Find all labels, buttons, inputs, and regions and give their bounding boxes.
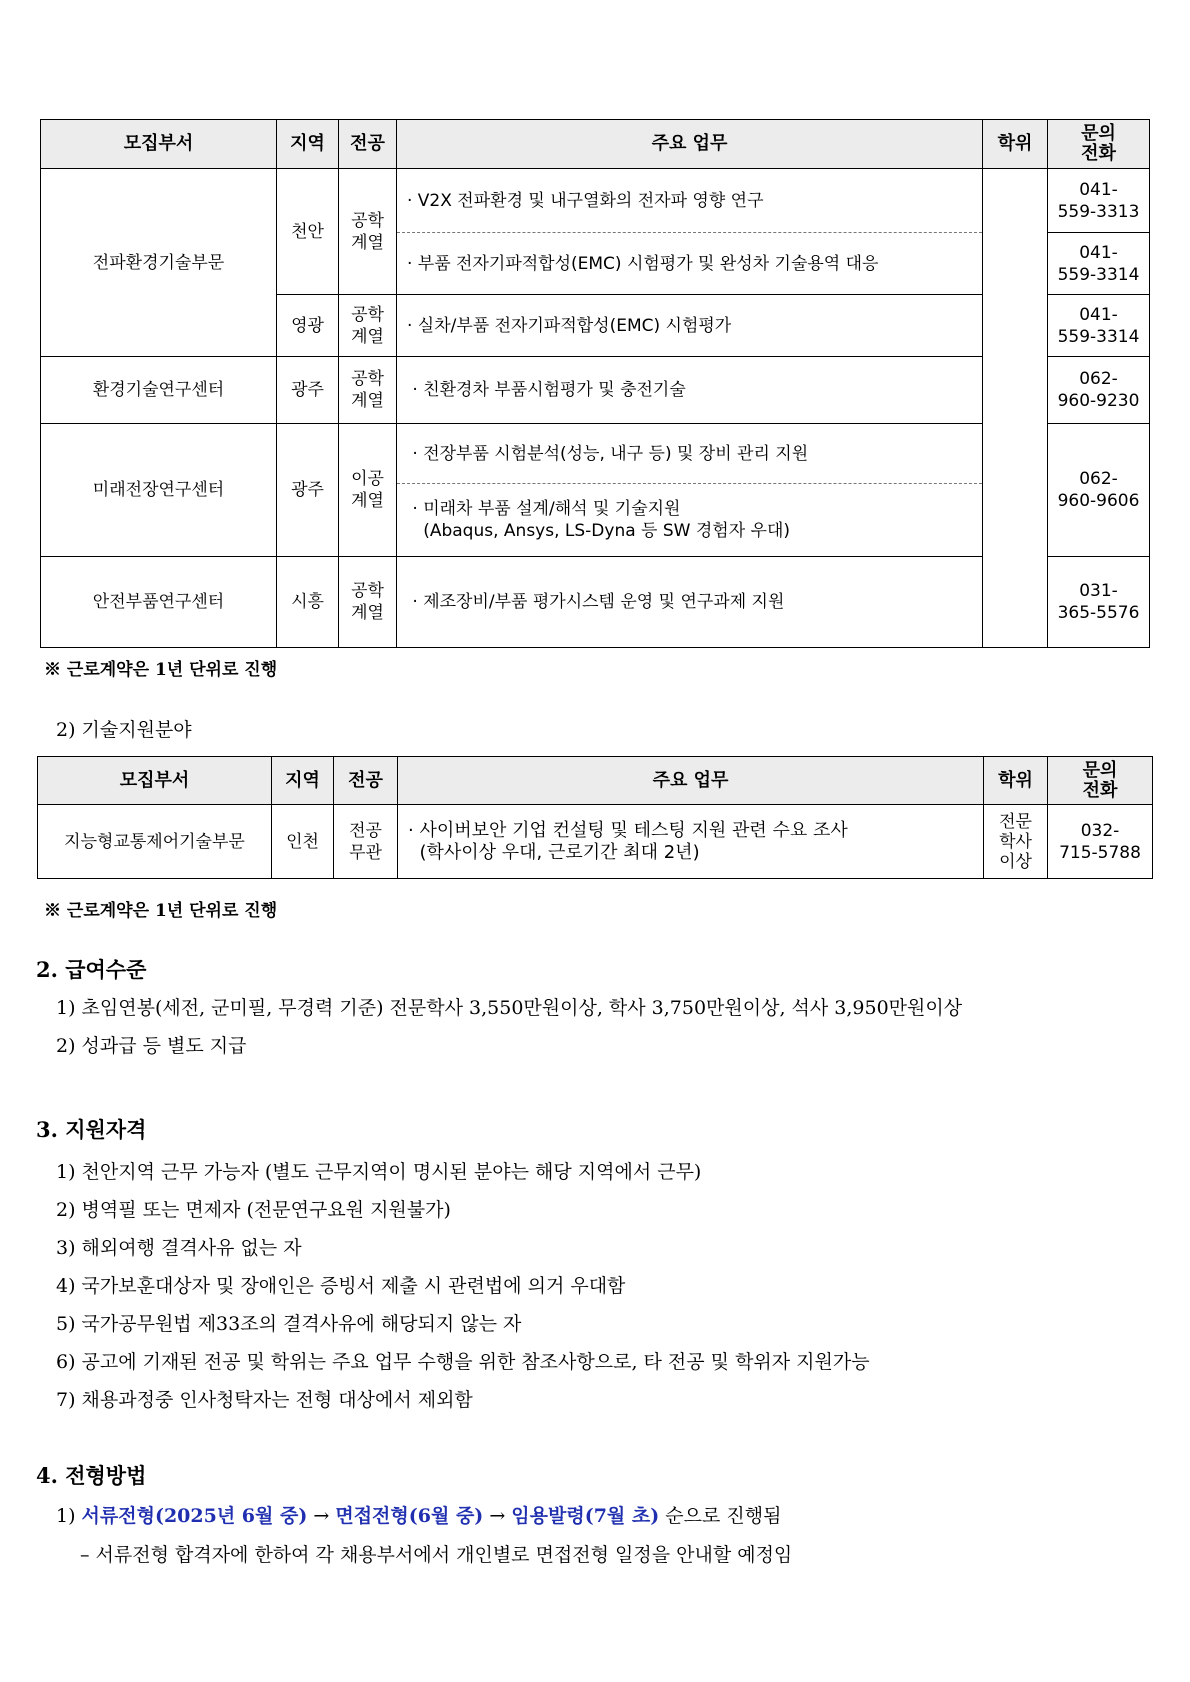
task-cell: · 제조장비/부품 평가시스템 운영 및 연구과제 지원 xyxy=(397,557,983,648)
header-dept: 모집부서 xyxy=(38,757,272,805)
dept-cell: 전파환경기술부문 xyxy=(41,169,277,357)
region-cell: 광주 xyxy=(277,424,339,557)
header-region: 지역 xyxy=(272,757,334,805)
major-cell: 이공 계열 xyxy=(339,424,397,557)
qualification-item: 7) 채용과정중 인사청탁자는 전형 대상에서 제외함 xyxy=(56,1389,473,1411)
subsection-title: 2) 기술지원분야 xyxy=(56,719,192,741)
contract-note-1: ※ 근로계약은 1년 단위로 진행 xyxy=(44,660,278,680)
task-cell: · 친환경차 부품시험평가 및 충전기술 xyxy=(397,357,983,424)
header-region: 지역 xyxy=(277,120,339,169)
selection-tail: 순으로 진행됨 xyxy=(659,1505,782,1527)
region-cell: 천안 xyxy=(277,169,339,295)
phone-cell: 041- 559-3314 xyxy=(1048,233,1150,295)
header-major: 전공 xyxy=(339,120,397,169)
task-cell: · V2X 전파환경 및 내구열화의 전자파 영향 연구 xyxy=(397,169,983,233)
selection-steps xyxy=(56,1501,781,1528)
header-major: 전공 xyxy=(334,757,398,805)
major-cell: 공학 계열 xyxy=(339,169,397,295)
qualification-item: 6) 공고에 기재된 전공 및 학위는 주요 업무 수행을 위한 참조사항으로, 타 전공 및 학위자 지원가능 xyxy=(56,1351,870,1373)
header-degree: 학위 xyxy=(984,757,1048,805)
step-document-screening: 서류전형(2025년 6월 중) xyxy=(81,1505,308,1527)
task-cell: · 부품 전자기파적합성(EMC) 시험평가 및 완성차 기술용역 대응 xyxy=(397,233,983,295)
qualification-heading: 3. 지원자격 xyxy=(36,1117,147,1142)
region-cell: 광주 xyxy=(277,357,339,424)
arrow-icon: → xyxy=(307,1505,336,1527)
dept-cell: 지능형교통제어기술부문 xyxy=(38,805,272,879)
header-task: 주요 업무 xyxy=(398,757,984,805)
recruit-table-1 xyxy=(40,119,1150,648)
dept-cell: 미래전장연구센터 xyxy=(41,424,277,557)
qualification-item: 1) 천안지역 근무 가능자 (별도 근무지역이 명시된 분야는 해당 지역에서 근무) xyxy=(56,1161,702,1183)
task-cell: · 전장부품 시험분석(성능, 내구 등) 및 장비 관리 지원 xyxy=(397,424,983,484)
dept-cell: 안전부품연구센터 xyxy=(41,557,277,648)
qualification-item: 5) 국가공무원법 제33조의 결격사유에 해당되지 않는 자 xyxy=(56,1313,522,1335)
arrow-icon: → xyxy=(483,1505,512,1527)
degree-cell xyxy=(983,169,1048,648)
contract-note-2: ※ 근로계약은 1년 단위로 진행 xyxy=(44,901,278,921)
major-cell: 공학 계열 xyxy=(339,295,397,357)
recruit-table-2 xyxy=(37,756,1153,879)
major-cell: 공학 계열 xyxy=(339,357,397,424)
phone-cell: 032- 715-5788 xyxy=(1048,805,1153,879)
qualification-item: 4) 국가보훈대상자 및 장애인은 증빙서 제출 시 관련법에 의거 우대함 xyxy=(56,1275,626,1297)
task-cell: · 미래차 부품 설계/해석 및 기술지원 (Abaqus, Ansys, LS-Dyna 등 SW 경험자 우대) xyxy=(397,484,983,557)
phone-cell: 041- 559-3314 xyxy=(1048,295,1150,357)
header-task: 주요 업무 xyxy=(397,120,983,169)
phone-cell: 041- 559-3313 xyxy=(1048,169,1150,233)
major-cell: 전공 무관 xyxy=(334,805,398,879)
salary-item: 1) 초임연봉(세전, 군미필, 무경력 기준) 전문학사 3,550만원이상, 학사 3,750만원이상, 석사 3,950만원이상 xyxy=(56,997,963,1019)
header-degree: 학위 xyxy=(983,120,1048,169)
degree-cell: 전문 학사 이상 xyxy=(984,805,1048,879)
phone-cell: 031- 365-5576 xyxy=(1048,557,1150,648)
phone-cell: 062- 960-9606 xyxy=(1048,424,1150,557)
region-cell: 영광 xyxy=(277,295,339,357)
salary-item: 2) 성과급 등 별도 지급 xyxy=(56,1035,247,1057)
region-cell: 인천 xyxy=(272,805,334,879)
step-appointment: 임용발령(7월 초) xyxy=(511,1505,660,1527)
selection-sub-note: – 서류전형 합격자에 한하여 각 채용부서에서 개인별로 면접전형 일정을 안내할 예정임 xyxy=(80,1544,793,1566)
dept-cell: 환경기술연구센터 xyxy=(41,357,277,424)
step-interview: 면접전형(6월 중) xyxy=(335,1505,484,1527)
selection-num: 1) xyxy=(56,1505,82,1527)
phone-cell: 062- 960-9230 xyxy=(1048,357,1150,424)
task-cell: · 사이버보안 기업 컨설팅 및 테스팅 지원 관련 수요 조사 (학사이상 우대, 근로기간 최대 2년) xyxy=(398,805,984,879)
salary-heading: 2. 급여수준 xyxy=(36,957,147,982)
task-cell: · 실차/부품 전자기파적합성(EMC) 시험평가 xyxy=(397,295,983,357)
header-phone: 문의 전화 xyxy=(1048,757,1153,805)
major-cell: 공학 계열 xyxy=(339,557,397,648)
region-cell: 시흥 xyxy=(277,557,339,648)
qualification-item: 3) 해외여행 결격사유 없는 자 xyxy=(56,1237,302,1259)
selection-heading: 4. 전형방법 xyxy=(36,1463,147,1488)
header-phone: 문의 전화 xyxy=(1048,120,1150,169)
qualification-item: 2) 병역필 또는 면제자 (전문연구요원 지원불가) xyxy=(56,1199,451,1221)
header-dept: 모집부서 xyxy=(41,120,277,169)
